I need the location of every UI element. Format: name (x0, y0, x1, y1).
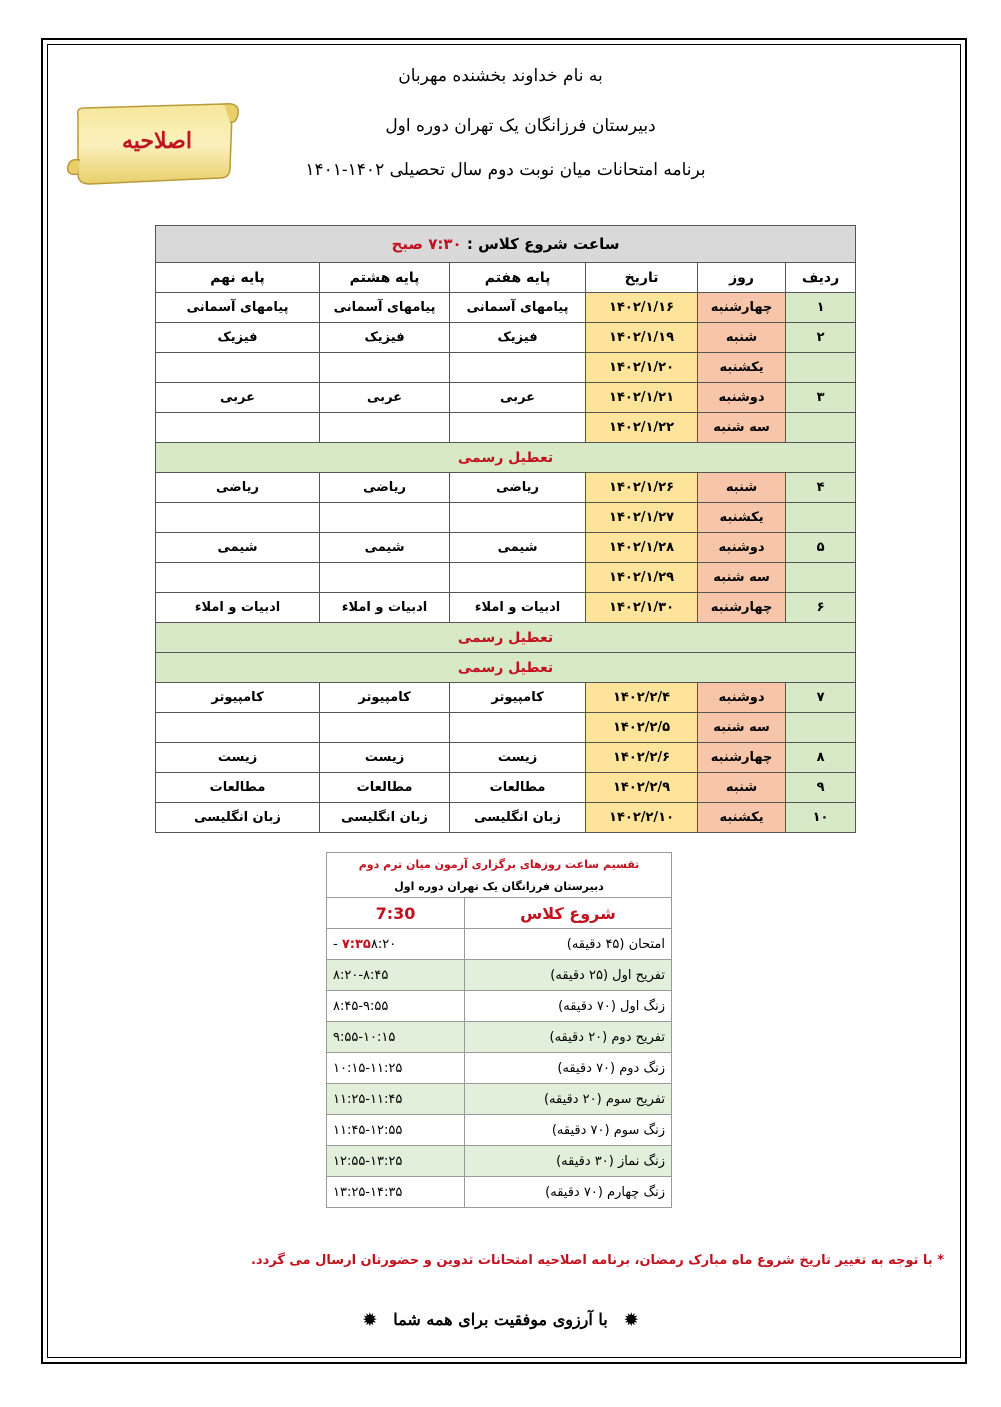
table-row (156, 323, 856, 353)
bell-time-range: ۱۱:۴۵-۱۲:۵۵ (333, 1122, 403, 1138)
date-cell: ۱۴۰۲/۱/۲۹ (586, 563, 698, 593)
bell-head-time: 7:30 (327, 898, 465, 929)
day-cell: دوشنبه (698, 683, 786, 713)
class-start-label: ساعت شروع کلاس : (461, 235, 620, 253)
grade9-subject: زبان انگلیسی (156, 803, 320, 833)
grade8-subject (320, 413, 450, 443)
date-cell: ۱۴۰۲/۱/۳۰ (586, 593, 698, 623)
grade7-subject (450, 563, 586, 593)
grade8-subject: شیمی (320, 533, 450, 563)
date-cell: ۱۴۰۲/۲/۹ (586, 773, 698, 803)
grade7-subject: عربی (450, 383, 586, 413)
grade8-subject (320, 563, 450, 593)
day-cell: شنبه (698, 773, 786, 803)
grade9-subject: مطالعات (156, 773, 320, 803)
bell-period-name: زنگ چهارم (۷۰ دقیقه) (465, 1177, 672, 1208)
date-cell: ۱۴۰۲/۱/۲۷ (586, 503, 698, 533)
grade9-subject: ادبیات و املاء (156, 593, 320, 623)
grade7-subject (450, 353, 586, 383)
grade7-subject (450, 413, 586, 443)
table-row (156, 533, 856, 563)
grade8-subject: زیست (320, 743, 450, 773)
date-cell: ۱۴۰۲/۲/۱۰ (586, 803, 698, 833)
bell-period-name: زنگ اول (۷۰ دقیقه) (465, 991, 672, 1022)
grade9-subject (156, 413, 320, 443)
bell-time-range: ۸:۲۰-۸:۴۵ (333, 967, 389, 983)
header-school-name: دبیرستان فرزانگان یک تهران دوره اول (385, 116, 656, 136)
class-start-caption (156, 226, 856, 263)
day-cell: دوشنبه (698, 383, 786, 413)
bell-row (327, 1084, 672, 1115)
grade8-subject: عربی (320, 383, 450, 413)
grade8-subject: مطالعات (320, 773, 450, 803)
grade9-subject: عربی (156, 383, 320, 413)
bell-period-time (327, 1053, 465, 1084)
star-icon: ✹ (363, 1310, 377, 1329)
col-header-day: روز (698, 263, 786, 293)
bell-period-time (327, 1022, 465, 1053)
row-number (786, 563, 856, 593)
bell-head-class-start: شروع کلاس (465, 898, 672, 929)
row-number: ۸ (786, 743, 856, 773)
grade8-subject: زبان انگلیسی (320, 803, 450, 833)
date-cell: ۱۴۰۲/۲/۶ (586, 743, 698, 773)
ramadan-note: * با توجه به تغییر تاریخ شروع ماه مبارک رمضان، برنامه اصلاحیه امتحانات تدوین و حضورتان ارسال می گردد. (250, 1253, 944, 1268)
row-number: ۶ (786, 593, 856, 623)
row-number (786, 413, 856, 443)
day-cell: شنبه (698, 473, 786, 503)
row-number: ۹ (786, 773, 856, 803)
grade7-subject: ریاضی (450, 473, 586, 503)
exam-schedule-table (155, 225, 856, 833)
day-cell: چهارشنبه (698, 593, 786, 623)
grade9-subject (156, 353, 320, 383)
holiday-label: تعطیل رسمی (156, 653, 856, 683)
bell-time-range: ۱۳:۲۵-۱۴:۳۵ (333, 1184, 403, 1200)
grade8-subject (320, 713, 450, 743)
grade9-subject: کامپیوتر (156, 683, 320, 713)
table-row (156, 293, 856, 323)
bell-row (327, 1115, 672, 1146)
row-number: ۴ (786, 473, 856, 503)
col-header-grade7: پایه هفتم (450, 263, 586, 293)
table-row (156, 803, 856, 833)
holiday-label: تعطیل رسمی (156, 443, 856, 473)
row-number: ۱ (786, 293, 856, 323)
correction-scroll-badge (64, 98, 242, 190)
grade7-subject: کامپیوتر (450, 683, 586, 713)
bell-period-name: زنگ سوم (۷۰ دقیقه) (465, 1115, 672, 1146)
col-header-date: تاریخ (586, 263, 698, 293)
day-cell: چهارشنبه (698, 743, 786, 773)
grade7-subject: ادبیات و املاء (450, 593, 586, 623)
grade7-subject: زبان انگلیسی (450, 803, 586, 833)
day-cell: یکشنبه (698, 353, 786, 383)
bell-schedule-title: تقسیم ساعت روزهای برگزاری آزمون میان ترم دوم (327, 853, 672, 876)
table-row (156, 353, 856, 383)
bell-schedule-table (326, 852, 672, 1208)
date-cell: ۱۴۰۲/۱/۱۶ (586, 293, 698, 323)
bell-period-name: تفریح اول (۲۵ دقیقه) (465, 960, 672, 991)
bell-row (327, 1177, 672, 1208)
bell-row (327, 929, 672, 960)
row-number: ۳ (786, 383, 856, 413)
class-start-time: ۷:۳۰ صبح (391, 235, 462, 253)
bell-time-range: ۸:۴۵-۹:۵۵ (333, 998, 389, 1014)
day-cell: یکشنبه (698, 803, 786, 833)
bell-time-range: ۱۰:۱۵-۱۱:۲۵ (333, 1060, 403, 1076)
table-row (156, 683, 856, 713)
holiday-row (156, 443, 856, 473)
bell-period-name: زنگ نماز (۳۰ دقیقه) (465, 1146, 672, 1177)
row-number (786, 503, 856, 533)
grade9-subject: شیمی (156, 533, 320, 563)
row-number: ۵ (786, 533, 856, 563)
bell-period-time (327, 960, 465, 991)
bell-schedule-subtitle: دبیرستان فرزانگان یک تهران دوره اول (327, 875, 672, 898)
grade8-subject (320, 503, 450, 533)
table-row (156, 593, 856, 623)
bell-period-name: تفریح سوم (۲۰ دقیقه) (465, 1084, 672, 1115)
grade8-subject: کامپیوتر (320, 683, 450, 713)
grade9-subject (156, 503, 320, 533)
closing-wish (0, 1310, 1001, 1329)
grade7-subject: شیمی (450, 533, 586, 563)
star-icon: ✹ (624, 1310, 638, 1329)
bell-time-range: ۸:۲۰ - (333, 936, 397, 952)
day-cell: دوشنبه (698, 533, 786, 563)
day-cell: یکشنبه (698, 503, 786, 533)
bell-period-time (327, 929, 465, 960)
grade9-subject (156, 563, 320, 593)
grade8-subject (320, 353, 450, 383)
header-exam-title: برنامه امتحانات میان نوبت دوم سال تحصیلی ۱۴۰۲-۱۴۰۱ (305, 160, 706, 180)
bell-period-name: زنگ دوم (۷۰ دقیقه) (465, 1053, 672, 1084)
col-header-grade9: پایه نهم (156, 263, 320, 293)
grade8-subject: فیزیک (320, 323, 450, 353)
grade9-subject: زیست (156, 743, 320, 773)
row-number: ۲ (786, 323, 856, 353)
table-row (156, 383, 856, 413)
bell-period-time (327, 1084, 465, 1115)
date-cell: ۱۴۰۲/۱/۲۱ (586, 383, 698, 413)
day-cell: شنبه (698, 323, 786, 353)
grade7-subject (450, 713, 586, 743)
date-cell: ۱۴۰۲/۱/۲۸ (586, 533, 698, 563)
header-bismillah: به نام خداوند بخشنده مهربان (398, 66, 603, 86)
day-cell: سه شنبه (698, 563, 786, 593)
date-cell: ۱۴۰۲/۱/۲۶ (586, 473, 698, 503)
date-cell: ۱۴۰۲/۲/۵ (586, 713, 698, 743)
holiday-label: تعطیل رسمی (156, 623, 856, 653)
bell-period-time (327, 1177, 465, 1208)
bell-time-range: ۱۲:۵۵-۱۳:۲۵ (333, 1153, 403, 1169)
table-row (156, 713, 856, 743)
day-cell: چهارشنبه (698, 293, 786, 323)
bell-time-range: ۹:۵۵-۱۰:۱۵ (333, 1029, 396, 1045)
bell-row (327, 1022, 672, 1053)
grade7-subject: زیست (450, 743, 586, 773)
table-row (156, 773, 856, 803)
bell-period-name: امتحان (۴۵ دقیقه) (465, 929, 672, 960)
grade9-subject: ریاضی (156, 473, 320, 503)
grade9-subject: فیزیک (156, 323, 320, 353)
bell-row (327, 991, 672, 1022)
bell-row (327, 1053, 672, 1084)
row-number: ۱۰ (786, 803, 856, 833)
row-number (786, 713, 856, 743)
bell-time-start: ۷:۳۵ (341, 936, 371, 952)
holiday-row (156, 653, 856, 683)
date-cell: ۱۴۰۲/۲/۴ (586, 683, 698, 713)
bell-period-time (327, 991, 465, 1022)
bell-period-time (327, 1115, 465, 1146)
grade8-subject: ادبیات و املاء (320, 593, 450, 623)
table-row (156, 413, 856, 443)
grade8-subject: پیامهای آسمانی (320, 293, 450, 323)
grade8-subject: ریاضی (320, 473, 450, 503)
table-row (156, 503, 856, 533)
grade7-subject (450, 503, 586, 533)
holiday-row (156, 623, 856, 653)
bell-row (327, 960, 672, 991)
col-header-row-number: ردیف (786, 263, 856, 293)
day-cell: سه شنبه (698, 713, 786, 743)
date-cell: ۱۴۰۲/۱/۲۰ (586, 353, 698, 383)
correction-label: اصلاحیه (122, 128, 192, 154)
bell-period-name: تفریح دوم (۲۰ دقیقه) (465, 1022, 672, 1053)
row-number: ۷ (786, 683, 856, 713)
table-row (156, 563, 856, 593)
closing-wish-text: با آرزوی موفقیت برای همه شما (393, 1310, 608, 1329)
date-cell: ۱۴۰۲/۱/۲۲ (586, 413, 698, 443)
bell-time-range: ۱۱:۲۵-۱۱:۴۵ (333, 1091, 403, 1107)
bell-row (327, 1146, 672, 1177)
day-cell: سه شنبه (698, 413, 786, 443)
grade7-subject: مطالعات (450, 773, 586, 803)
bell-period-time (327, 1146, 465, 1177)
grade7-subject: فیزیک (450, 323, 586, 353)
grade7-subject: پیامهای آسمانی (450, 293, 586, 323)
table-row (156, 743, 856, 773)
schedule-header-row (156, 263, 856, 293)
table-row (156, 473, 856, 503)
row-number (786, 353, 856, 383)
grade9-subject (156, 713, 320, 743)
date-cell: ۱۴۰۲/۱/۱۹ (586, 323, 698, 353)
col-header-grade8: پایه هشتم (320, 263, 450, 293)
grade9-subject: پیامهای آسمانی (156, 293, 320, 323)
